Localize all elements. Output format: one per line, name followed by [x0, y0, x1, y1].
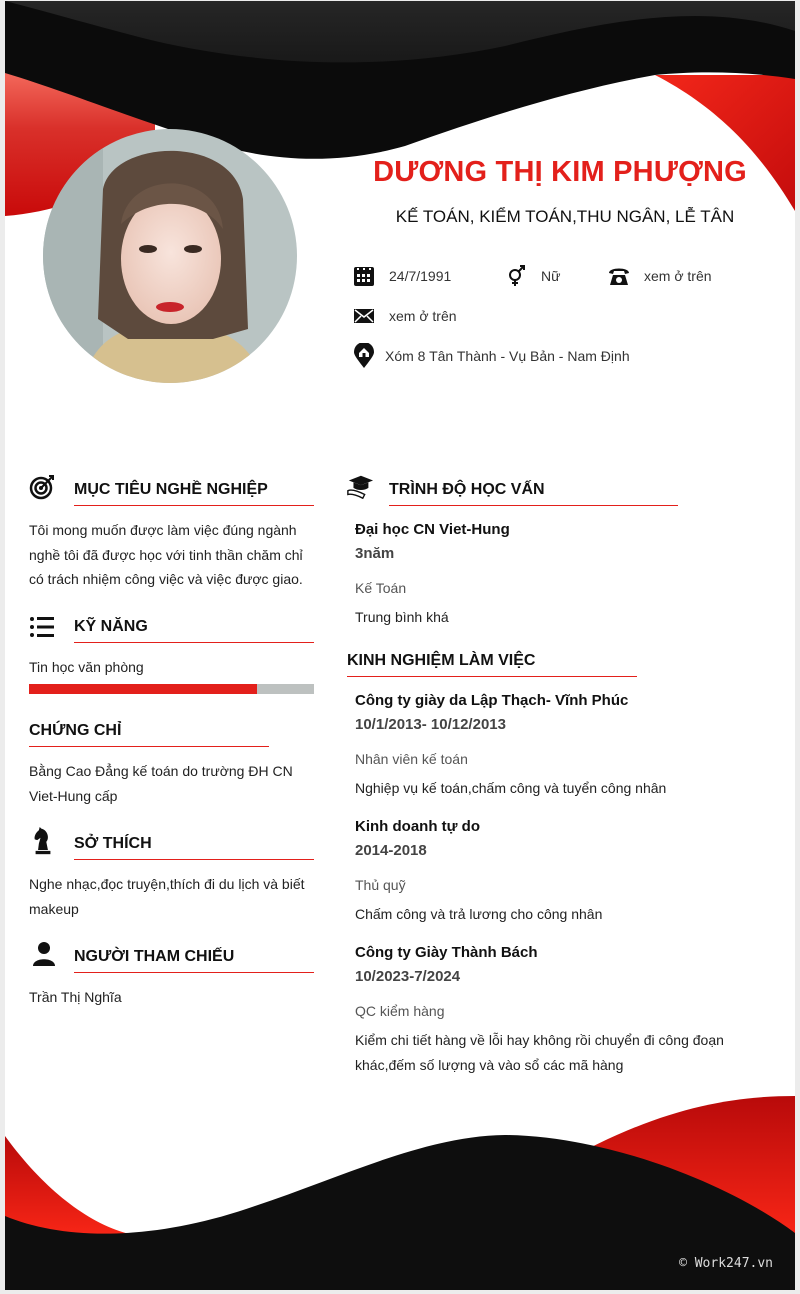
- birthday-info: [353, 265, 451, 287]
- gender-info: [505, 265, 560, 287]
- job-company: Công ty giày da Lập Thạch- Vĩnh Phúc: [355, 692, 629, 709]
- certificate-line: Bằng Cao Đẳng kế toán do trường ĐH CN: [29, 763, 293, 779]
- job-position: QC kiểm hàng: [355, 1003, 445, 1019]
- job-description: [355, 1028, 724, 1077]
- target-icon: [29, 473, 57, 501]
- gender-icon: [505, 265, 527, 287]
- address-info: [353, 343, 630, 369]
- envelope-icon: [353, 305, 375, 327]
- skill-level-bar: [29, 684, 314, 694]
- experience-heading: KINH NGHIỆM LÀM VIỆC: [347, 652, 637, 677]
- job-period: 10/2023-7/2024: [355, 968, 461, 985]
- footer-wave-decoration: [5, 1081, 795, 1290]
- copyright-text: © Work247.vn: [679, 1256, 773, 1271]
- birthday-text: 24/7/1991: [389, 268, 452, 284]
- job-period: 10/1/2013- 10/12/2013: [355, 716, 506, 733]
- education-duration: 3năm: [355, 545, 395, 562]
- candidate-title: KẾ TOÁN, KIỂM TOÁN,THU NGÂN, LỄ TÂN: [395, 207, 735, 226]
- email-info: [353, 305, 457, 327]
- job-period: 2014-2018: [355, 842, 427, 859]
- hobby-line: makeup: [29, 900, 79, 917]
- calendar-icon: [353, 265, 375, 287]
- job-description: Nghiệp vụ kế toán,chấm công và tuyển công nhân: [355, 780, 667, 796]
- job-position: Nhân viên kế toán: [355, 751, 468, 767]
- education-school: Đại học CN Viet-Hung: [355, 521, 510, 538]
- location-home-icon: [353, 343, 375, 369]
- job-description-line: Kiểm chi tiết hàng về lỗi hay không rồi chuyển đi công đoạn: [355, 1032, 724, 1048]
- references-text: Trần Thị Nghĩa: [29, 989, 122, 1005]
- job-company: Công ty Giày Thành Bách: [355, 944, 538, 961]
- list-icon: [29, 614, 57, 642]
- chess-knight-icon: [29, 827, 57, 855]
- person-icon: [31, 940, 59, 968]
- education-grade: Trung bình khá: [355, 609, 449, 625]
- skill-name: Tin học văn phòng: [29, 659, 144, 675]
- job-description: Chấm công và trả lương cho công nhân: [355, 906, 603, 922]
- job-description-line: khác,đếm số lượng và vào sổ các mã hàng: [355, 1056, 624, 1073]
- graduation-cap-icon: [346, 473, 374, 501]
- certificate-line: Viet-Hung cấp: [29, 787, 118, 804]
- email-text: xem ở trên: [389, 308, 457, 324]
- certificates-heading: CHỨNG CHỈ: [29, 722, 269, 747]
- job-position: Thủ quỹ: [355, 877, 406, 893]
- references-heading: NGƯỜI THAM CHIẾU: [74, 948, 314, 973]
- education-major: Kế Toán: [355, 580, 407, 596]
- objective-line: nghề tôi đã được học với tinh thần chăm chỉ: [29, 546, 303, 563]
- skills-heading: KỸ NĂNG: [74, 618, 314, 643]
- phone-text: xem ở trên: [644, 268, 712, 284]
- job-company: Kinh doanh tự do: [355, 818, 481, 835]
- objective-line: Tôi mong muốn được làm việc đúng ngành: [29, 522, 297, 538]
- education-heading: TRÌNH ĐỘ HỌC VẤN: [389, 481, 678, 506]
- telephone-icon: [608, 265, 630, 287]
- objective-heading: MỤC TIÊU NGHỀ NGHIỆP: [74, 481, 314, 506]
- hobbies-heading: SỞ THÍCH: [74, 835, 314, 860]
- candidate-name: DƯƠNG THỊ KIM PHƯỢNG: [373, 156, 747, 188]
- skill-level-fill: [29, 684, 257, 694]
- hobbies-text: [29, 872, 305, 921]
- phone-info: [608, 265, 712, 287]
- cv-page: [5, 1, 795, 1290]
- address-text: Xóm 8 Tân Thành - Vụ Bản - Nam Định: [385, 348, 630, 364]
- profile-photo: [43, 129, 297, 383]
- certificates-text: [29, 759, 293, 808]
- gender-text: Nữ: [541, 268, 561, 284]
- objective-text: [29, 518, 303, 592]
- objective-line: có trách nhiệm công việc và việc được giao.: [29, 571, 303, 587]
- hobby-line: Nghe nhạc,đọc truyện,thích đi du lịch và biết: [29, 876, 305, 892]
